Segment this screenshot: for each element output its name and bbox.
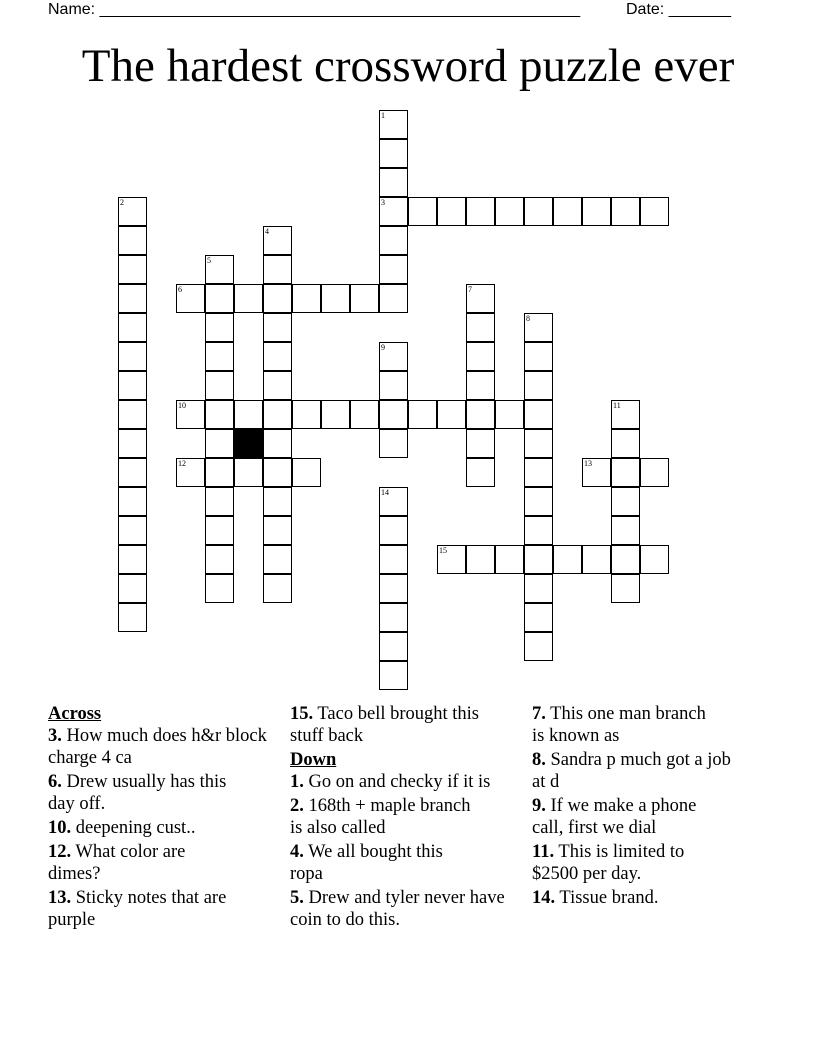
clue-number: 9 (381, 343, 385, 352)
clue-number: 14 (381, 488, 389, 497)
grid-cell[interactable] (611, 574, 640, 603)
grid-cell[interactable] (466, 313, 495, 342)
grid-cell[interactable] (379, 400, 408, 429)
grid-cell[interactable] (553, 545, 582, 574)
grid-cell[interactable] (379, 545, 408, 574)
grid-cell[interactable] (524, 545, 553, 574)
grid-cell[interactable] (263, 429, 292, 458)
grid-cell[interactable] (263, 284, 292, 313)
grid-cell[interactable] (263, 458, 292, 487)
grid-cell[interactable] (205, 255, 234, 284)
grid-cell[interactable] (118, 400, 147, 429)
grid-cell[interactable] (176, 458, 205, 487)
grid-cell[interactable] (205, 342, 234, 371)
clue-down-2: 2. 168th + maple branch is also called (290, 796, 471, 838)
grid-cell[interactable] (379, 429, 408, 458)
grid-cell[interactable] (379, 603, 408, 632)
grid-cell[interactable] (524, 603, 553, 632)
black-cell (234, 429, 263, 458)
across-heading: Across (48, 704, 102, 724)
date-line[interactable]: _______ (668, 1, 731, 18)
page-title: The hardest crossword puzzle ever (81, 40, 735, 92)
grid-cell[interactable] (321, 400, 350, 429)
grid-cell[interactable] (524, 516, 553, 545)
grid-cell[interactable] (611, 545, 640, 574)
grid-cell[interactable] (205, 516, 234, 545)
grid-cell[interactable] (379, 255, 408, 284)
grid-cell[interactable] (176, 284, 205, 313)
date-label: Date: (626, 1, 665, 18)
clue-number: 5 (207, 256, 211, 265)
grid-cell[interactable] (205, 574, 234, 603)
grid-cell[interactable] (118, 342, 147, 371)
clue-number: 2 (120, 198, 124, 207)
grid-cell[interactable] (466, 400, 495, 429)
clue-across-12: 12. What color are dimes? (48, 842, 186, 884)
grid-cell[interactable] (379, 371, 408, 400)
grid-cell[interactable] (205, 400, 234, 429)
grid-cell[interactable] (379, 110, 408, 139)
grid-cell[interactable] (205, 429, 234, 458)
grid-cell[interactable] (234, 400, 263, 429)
grid-cell[interactable] (176, 400, 205, 429)
grid-cell[interactable] (524, 487, 553, 516)
grid-cell[interactable] (263, 545, 292, 574)
clue-number: 4 (265, 227, 269, 236)
name-line[interactable]: ______________________________________________________ (99, 1, 581, 18)
grid-cell[interactable] (466, 371, 495, 400)
grid-cell[interactable] (263, 516, 292, 545)
grid-cell[interactable] (118, 603, 147, 632)
grid-cell[interactable] (263, 400, 292, 429)
grid-cell[interactable] (524, 400, 553, 429)
grid-cell[interactable] (524, 197, 553, 226)
grid-cell[interactable] (582, 545, 611, 574)
grid-cell[interactable] (495, 400, 524, 429)
grid-cell[interactable] (263, 313, 292, 342)
clue-down-1: 1. Go on and checky if it is (290, 772, 491, 792)
grid-cell[interactable] (263, 574, 292, 603)
grid-cell[interactable] (640, 197, 669, 226)
clue-down-7: 7. This one man branch is known as (532, 704, 706, 746)
grid-cell[interactable] (524, 371, 553, 400)
grid-cell[interactable] (437, 545, 466, 574)
grid-cell[interactable] (495, 197, 524, 226)
clues-column-3 (532, 703, 772, 911)
down-heading: Down (290, 750, 337, 770)
grid-cell[interactable] (379, 139, 408, 168)
grid-cell[interactable] (205, 284, 234, 313)
grid-cell[interactable] (379, 168, 408, 197)
grid-cell[interactable] (466, 545, 495, 574)
grid-cell[interactable] (263, 487, 292, 516)
grid-cell[interactable] (524, 574, 553, 603)
grid-cell[interactable] (118, 487, 147, 516)
clue-across-15: 15. Taco bell brought this stuff back (290, 704, 479, 746)
clue-number: 1 (381, 111, 385, 120)
grid-cell[interactable] (466, 429, 495, 458)
grid-cell[interactable] (524, 313, 553, 342)
grid-cell[interactable] (263, 342, 292, 371)
grid-cell[interactable] (379, 197, 408, 226)
clue-number: 11 (613, 401, 621, 410)
grid-cell[interactable] (379, 342, 408, 371)
grid-cell[interactable] (408, 197, 437, 226)
grid-cell[interactable] (582, 197, 611, 226)
clue-number: 3 (381, 198, 385, 207)
clue-number: 6 (178, 285, 182, 294)
grid-cell[interactable] (118, 429, 147, 458)
grid-cell[interactable] (234, 458, 263, 487)
grid-cell[interactable] (292, 284, 321, 313)
grid-cell[interactable] (350, 284, 379, 313)
clue-across-10: 10. deepening cust.. (48, 818, 196, 838)
grid-cell[interactable] (379, 284, 408, 313)
grid-cell[interactable] (118, 516, 147, 545)
grid-cell[interactable] (205, 458, 234, 487)
grid-cell[interactable] (379, 487, 408, 516)
grid-cell[interactable] (408, 400, 437, 429)
grid-cell[interactable] (118, 284, 147, 313)
grid-cell[interactable] (524, 632, 553, 661)
clue-down-9: 9. If we make a phone call, first we dial (532, 796, 697, 838)
clue-across-3: 3. How much does h&r block charge 4 ca (48, 726, 267, 768)
grid-cell[interactable] (611, 429, 640, 458)
clue-down-4: 4. We all bought this ropa (290, 842, 443, 884)
grid-cell[interactable] (379, 226, 408, 255)
grid-cell[interactable] (263, 371, 292, 400)
grid-cell[interactable] (263, 226, 292, 255)
grid-cell[interactable] (466, 284, 495, 313)
name-label: Name: (48, 1, 96, 18)
grid-cell[interactable] (379, 632, 408, 661)
grid-cell[interactable] (611, 400, 640, 429)
grid-cell[interactable] (524, 458, 553, 487)
clues-column-1 (48, 703, 288, 933)
clue-number: 7 (468, 285, 472, 294)
grid-cell[interactable] (466, 342, 495, 371)
grid-cell[interactable] (582, 458, 611, 487)
grid-cell[interactable] (640, 545, 669, 574)
grid-cell[interactable] (466, 458, 495, 487)
clue-number: 12 (178, 459, 186, 468)
grid-cell[interactable] (437, 400, 466, 429)
grid-cell[interactable] (379, 516, 408, 545)
grid-cell[interactable] (205, 371, 234, 400)
grid-cell[interactable] (118, 371, 147, 400)
grid-cell[interactable] (118, 226, 147, 255)
grid-cell[interactable] (205, 313, 234, 342)
grid-cell[interactable] (553, 197, 582, 226)
grid-cell[interactable] (118, 313, 147, 342)
clue-across-13: 13. Sticky notes that are purple (48, 888, 227, 930)
grid-cell[interactable] (379, 574, 408, 603)
clues-column-2 (290, 703, 530, 933)
grid-cell[interactable] (234, 284, 263, 313)
clue-number: 15 (439, 546, 447, 555)
grid-cell[interactable] (466, 197, 495, 226)
grid-cell[interactable] (205, 487, 234, 516)
grid-cell[interactable] (611, 197, 640, 226)
grid-cell[interactable] (524, 342, 553, 371)
clue-down-8: 8. Sandra p much got a job at d (532, 750, 731, 792)
grid-cell[interactable] (524, 429, 553, 458)
clue-number: 8 (526, 314, 530, 323)
clue-down-11: 11. This is limited to $2500 per day. (532, 842, 685, 884)
grid-cell[interactable] (118, 197, 147, 226)
clue-down-14: 14. Tissue brand. (532, 888, 659, 908)
grid-cell[interactable] (350, 400, 379, 429)
grid-cell[interactable] (379, 661, 408, 690)
grid-cell[interactable] (118, 545, 147, 574)
grid-cell[interactable] (118, 255, 147, 284)
clue-number: 13 (584, 459, 592, 468)
clue-number: 10 (178, 401, 186, 410)
grid-cell[interactable] (118, 574, 147, 603)
grid-cell[interactable] (292, 458, 321, 487)
grid-cell[interactable] (495, 545, 524, 574)
grid-cell[interactable] (640, 458, 669, 487)
grid-cell[interactable] (611, 487, 640, 516)
grid-cell[interactable] (263, 255, 292, 284)
grid-cell[interactable] (437, 197, 466, 226)
grid-cell[interactable] (205, 545, 234, 574)
grid-cell[interactable] (118, 458, 147, 487)
grid-cell[interactable] (611, 516, 640, 545)
clue-down-5: 5. Drew and tyler never have coin to do this. (290, 888, 505, 930)
grid-cell[interactable] (292, 400, 321, 429)
grid-cell[interactable] (611, 458, 640, 487)
grid-cell[interactable] (321, 284, 350, 313)
clue-across-6: 6. Drew usually has this day off. (48, 772, 227, 814)
